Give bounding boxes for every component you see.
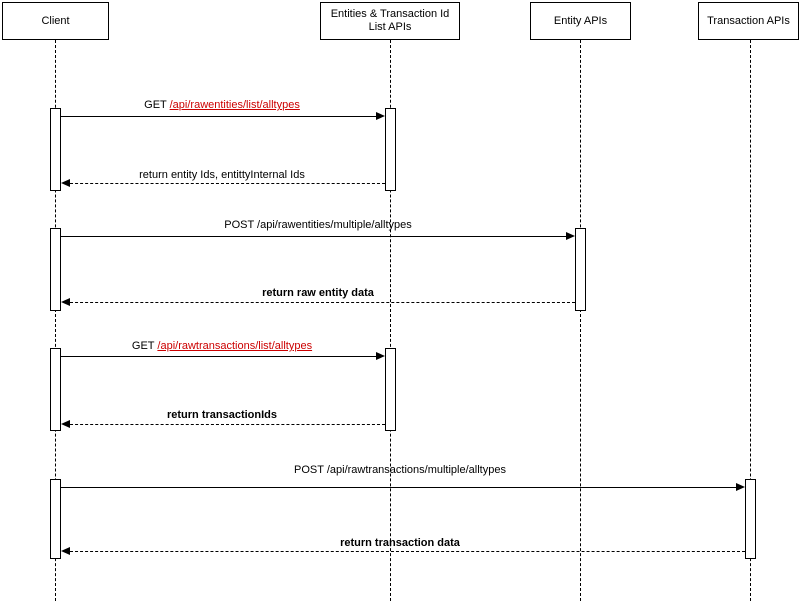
message-label-url: /api/rawtransactions/list/alltypes: [157, 340, 313, 352]
participant-box-transaction-apis[interactable]: [698, 2, 799, 40]
activation-bar: [745, 479, 756, 559]
message-line: [65, 424, 385, 425]
message-label-get-rawentities-list: [144, 99, 300, 111]
participant-label-client: Client: [41, 14, 70, 27]
message-line: [65, 302, 575, 303]
message-line: [61, 356, 381, 357]
arrow-head-left-icon: [61, 547, 70, 555]
message-line: [61, 487, 741, 488]
lifeline-entity-apis: [580, 40, 581, 601]
message-label-prefix: GET: [131, 340, 158, 352]
message-line: [61, 116, 381, 117]
arrow-head-right-icon: [566, 232, 575, 240]
message-label-return-entity-ids: return entity Ids, entittyInternal Ids: [139, 169, 305, 181]
activation-bar: [50, 479, 61, 559]
arrow-head-right-icon: [376, 112, 385, 120]
arrow-head-right-icon: [376, 352, 385, 360]
message-label-return-transaction-data: return transaction data: [340, 537, 460, 549]
participant-label-transaction-apis: Transaction APIs: [707, 14, 790, 27]
arrow-head-left-icon: [61, 298, 70, 306]
message-line: [65, 551, 745, 552]
message-label-return-transaction-ids: return transactionIds: [166, 409, 278, 421]
arrow-head-left-icon: [61, 179, 70, 187]
message-label-get-rawtransactions-list: [132, 340, 312, 352]
message-label-prefix: GET: [144, 99, 170, 111]
participant-label-entity-apis: Entity APIs: [553, 14, 608, 27]
activation-bar: [50, 228, 61, 311]
participant-box-list-apis[interactable]: [320, 2, 460, 40]
activation-bar: [575, 228, 586, 311]
message-line: [61, 236, 571, 237]
message-label-post-rawtransactions-multiple: POST /api/rawtransactions/multiple/alltypes: [294, 464, 506, 476]
participant-box-client[interactable]: [2, 2, 109, 40]
participant-box-entity-apis[interactable]: [530, 2, 631, 40]
activation-bar: [385, 348, 396, 431]
participant-label-list-apis: Entities & Transaction Id List APIs: [330, 8, 450, 33]
activation-bar: [50, 108, 61, 191]
message-label-url: /api/rawentities/list/alltypes: [169, 99, 300, 111]
arrow-head-left-icon: [61, 420, 70, 428]
arrow-head-right-icon: [736, 483, 745, 491]
activation-bar: [50, 348, 61, 431]
message-line: [65, 183, 385, 184]
message-label-return-raw-entity-data: return raw entity data: [262, 287, 374, 299]
message-label-post-rawentities-multiple: POST /api/rawentities/multiple/alltypes: [224, 219, 412, 231]
activation-bar: [385, 108, 396, 191]
